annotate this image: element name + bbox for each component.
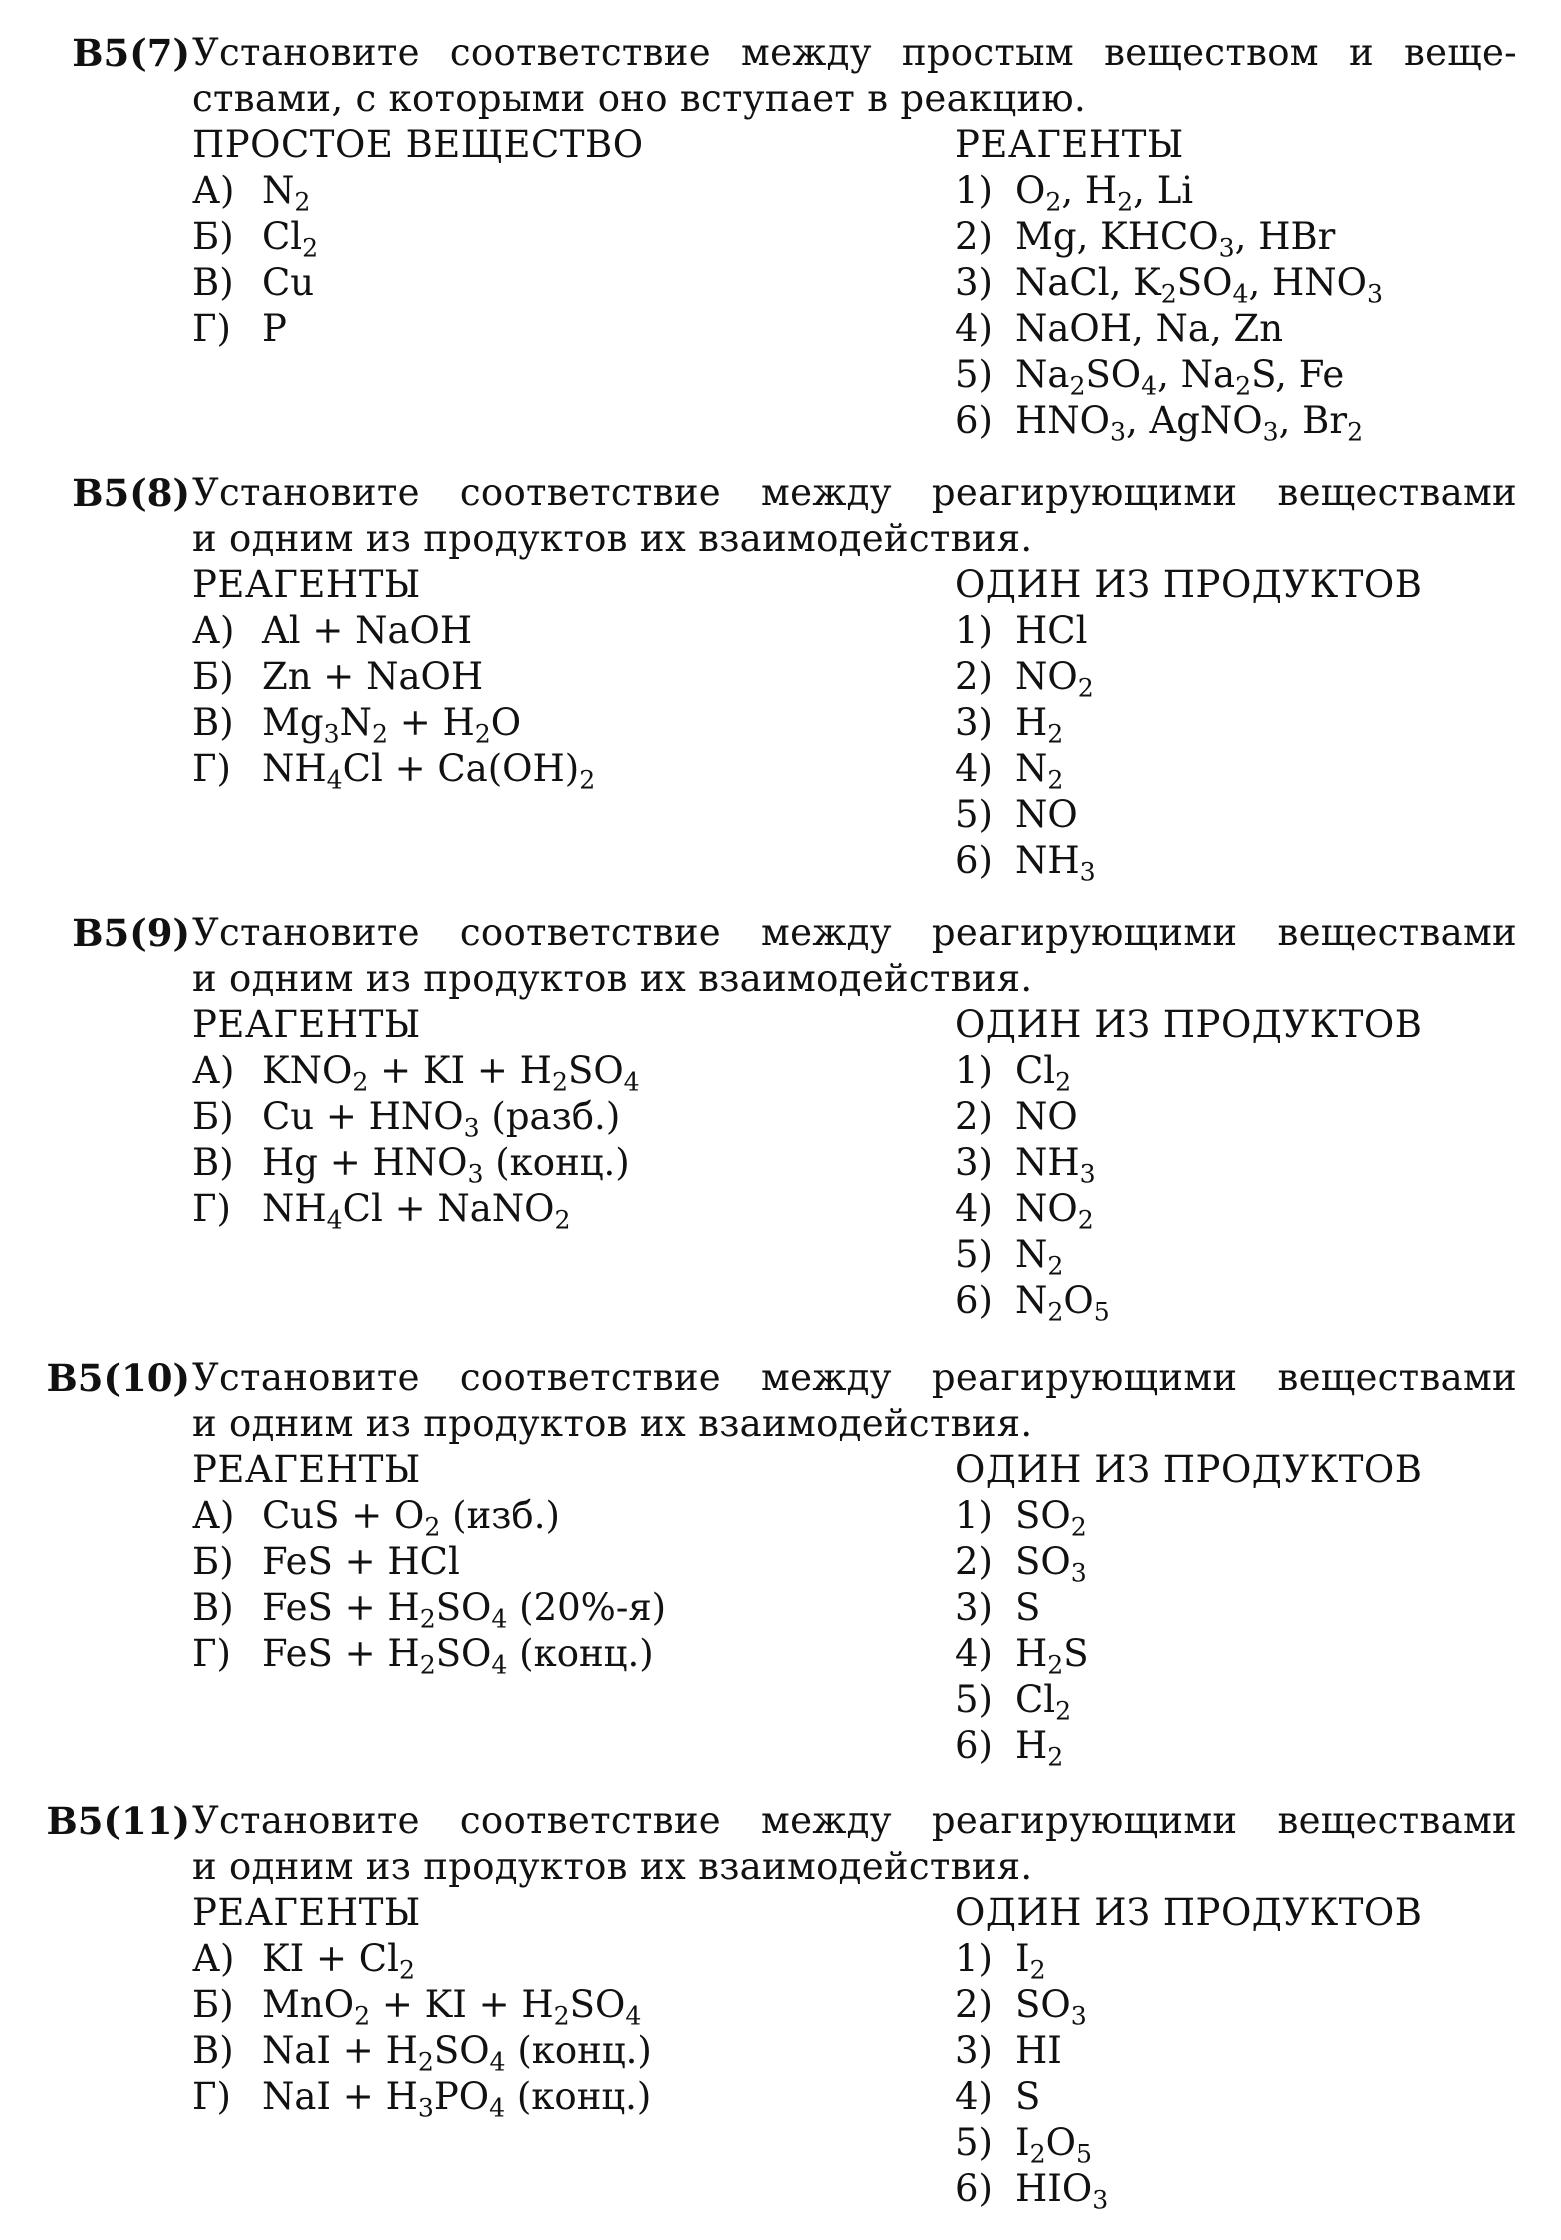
task-question (192, 30, 1517, 122)
item-label: А) (192, 1937, 235, 1980)
item-formula: $I_2$ (1015, 1937, 1046, 1985)
item-label: Г) (192, 2075, 231, 2118)
left-column (192, 1890, 892, 2123)
right-item (955, 1982, 1545, 2031)
question-line: Установите соответствие между реагирующими веществами (192, 911, 1517, 954)
item-label: Б) (192, 1540, 234, 1583)
left-item (192, 1982, 892, 2031)
right-column-header: ОДИН ИЗ ПРОДУКТОВ (955, 1003, 1423, 1046)
item-label: 2) (955, 1095, 993, 1138)
right-column-header: ОДИН ИЗ ПРОДУКТОВ (955, 1891, 1423, 1934)
left-item (192, 1493, 892, 1542)
item-formula: $O_2$, $H_2$, Li (1015, 169, 1194, 217)
item-formula: $H_2S$ (1015, 1632, 1089, 1680)
right-item (955, 1186, 1545, 1235)
item-formula: CuS + $O_2$ (изб.) (262, 1494, 560, 1542)
item-formula: NaI + $H_2SO_4$ (конц.) (262, 2029, 652, 2077)
question-line: Установите соответствие между простым веществом и веще- (192, 31, 1517, 74)
right-item (955, 700, 1545, 749)
item-label: 1) (955, 1937, 993, 1980)
item-label: 6) (955, 839, 993, 882)
item-label: 6) (955, 1279, 993, 1322)
item-formula: $Cl_2$ (1015, 1678, 1072, 1726)
right-item (955, 1232, 1545, 1281)
right-item (955, 1140, 1545, 1189)
left-column-header: РЕАГЕНТЫ (192, 1891, 421, 1934)
task-question (192, 1355, 1517, 1447)
left-item (192, 306, 892, 352)
item-label: 3) (955, 701, 993, 744)
right-item (955, 1539, 1545, 1588)
right-item (955, 398, 1545, 447)
left-column (192, 1447, 892, 1680)
item-formula: MnO$_2$ + KI + $H_2SO_4$ (262, 1983, 642, 2031)
item-label: 3) (955, 1586, 993, 1629)
task-question (192, 910, 1517, 1002)
right-item (955, 168, 1545, 217)
left-item (192, 654, 892, 700)
right-column (955, 562, 1545, 887)
right-item (955, 2074, 1545, 2120)
right-item (955, 792, 1545, 838)
item-label: 5) (955, 1233, 993, 1276)
right-item (955, 214, 1545, 263)
item-formula: $I_2O_5$ (1015, 2121, 1092, 2169)
item-label: Г) (192, 307, 231, 350)
item-formula: Mg, $KHCO_3$, HBr (1015, 215, 1336, 263)
right-item (955, 1677, 1545, 1726)
task-question (192, 1798, 1517, 1890)
right-item (955, 2166, 1545, 2215)
right-item (955, 1936, 1545, 1985)
item-label: 2) (955, 1983, 993, 2026)
left-item (192, 214, 892, 263)
question-line: и одним из продуктов их взаимодействия. (192, 1402, 1033, 1445)
question-line: Установите соответствие между реагирующими веществами (192, 1356, 1517, 1399)
question-line: Установите соответствие между реагирующими веществами (192, 471, 1517, 514)
right-column (955, 1890, 1545, 2215)
right-item (955, 838, 1545, 887)
item-formula: $Hg + HNO_3$ (конц.) (262, 1141, 630, 1189)
right-column (955, 1002, 1545, 1327)
item-formula: FeS + HCl (262, 1540, 460, 1583)
question-line: и одним из продуктов их взаимодействия. (192, 957, 1033, 1000)
right-column-header: ОДИН ИЗ ПРОДУКТОВ (955, 563, 1423, 606)
item-label: 6) (955, 2167, 993, 2210)
right-item (955, 2028, 1545, 2074)
item-formula: $N_2$ (1015, 747, 1064, 795)
right-item (955, 352, 1545, 401)
item-label: 1) (955, 169, 993, 212)
left-item (192, 746, 892, 795)
left-item (192, 1094, 892, 1143)
item-formula: $SO_3$ (1015, 1983, 1087, 2031)
item-label: В) (192, 261, 234, 304)
left-item (192, 2028, 892, 2077)
left-item (192, 1048, 892, 1097)
left-item (192, 1140, 892, 1189)
item-label: 6) (955, 399, 993, 442)
item-label: 6) (955, 1724, 993, 1767)
item-label: 5) (955, 1678, 993, 1721)
right-item (955, 1585, 1545, 1631)
item-label: 4) (955, 1632, 993, 1675)
item-formula: $NO_2$ (1015, 1187, 1094, 1235)
task-number: B5(11) (46, 1799, 190, 1843)
item-formula: $H_2$ (1015, 1724, 1064, 1772)
item-label: 1) (955, 1049, 993, 1092)
item-formula: $KNO_2$ + KI + $H_2SO_4$ (262, 1049, 640, 1097)
item-formula: $Na_2SO_4$, $Na_2S$, Fe (1015, 353, 1345, 401)
item-label: 4) (955, 2075, 993, 2118)
left-item (192, 168, 892, 217)
right-item (955, 746, 1545, 795)
item-label: Г) (192, 747, 231, 790)
right-column-header: РЕАГЕНТЫ (955, 123, 1184, 166)
item-label: 3) (955, 2029, 993, 2072)
item-formula: Zn + NaOH (262, 655, 484, 698)
item-formula: $N_2$ (1015, 1233, 1064, 1281)
item-label: В) (192, 701, 234, 744)
item-formula: $Cl_2$ (1015, 1049, 1072, 1097)
item-formula: P (262, 307, 287, 350)
item-formula: Al + NaOH (262, 609, 473, 652)
item-formula: $N_2$ (262, 169, 311, 217)
question-line: Установите соответствие между реагирующими веществами (192, 1799, 1517, 1842)
item-label: 5) (955, 353, 993, 396)
task-number: B5(9) (72, 911, 190, 955)
item-formula: $Cu + HNO_3$ (разб.) (262, 1095, 621, 1143)
item-formula: NaOH, Na, Zn (1015, 307, 1284, 350)
left-item (192, 1539, 892, 1585)
item-label: А) (192, 1494, 235, 1537)
question-line: и одним из продуктов их взаимодействия. (192, 1845, 1033, 1888)
right-item (955, 1723, 1545, 1772)
left-item (192, 608, 892, 654)
question-line: ствами, с которыми оно вступает в реакцию. (192, 77, 1087, 120)
right-item (955, 608, 1545, 654)
item-formula: $SO_3$ (1015, 1540, 1087, 1588)
item-formula: NO (1015, 793, 1078, 836)
item-formula: FeS + $H_2SO_4$ (20%-я) (262, 1586, 667, 1634)
right-item (955, 1094, 1545, 1140)
item-label: В) (192, 1141, 234, 1184)
item-formula: $HIO_3$ (1015, 2167, 1109, 2215)
item-label: 3) (955, 261, 993, 304)
item-label: 4) (955, 1187, 993, 1230)
item-label: Б) (192, 1095, 234, 1138)
item-formula: $NH_4Cl$ + NaNO$_2$ (262, 1187, 571, 1235)
item-formula: HI (1015, 2029, 1062, 2072)
item-label: А) (192, 609, 235, 652)
item-formula: KI + $Cl_2$ (262, 1937, 415, 1985)
item-label: Б) (192, 655, 234, 698)
item-label: 1) (955, 609, 993, 652)
right-item (955, 1631, 1545, 1680)
item-formula: S (1015, 1586, 1041, 1629)
task-number: B5(7) (72, 31, 190, 75)
item-label: 2) (955, 215, 993, 258)
item-formula: NaCl, $K_2SO_4$, $HNO_3$ (1015, 261, 1383, 309)
item-formula: $HNO_3$, AgNO$_3$, $Br_2$ (1015, 399, 1364, 447)
right-item (955, 1048, 1545, 1097)
task-question (192, 470, 1517, 562)
item-label: 3) (955, 1141, 993, 1184)
left-column (192, 562, 892, 795)
right-item (955, 306, 1545, 352)
item-label: А) (192, 169, 235, 212)
right-column-header: ОДИН ИЗ ПРОДУКТОВ (955, 1448, 1423, 1491)
task-number: B5(10) (46, 1356, 190, 1400)
item-label: Г) (192, 1632, 231, 1675)
item-label: 2) (955, 1540, 993, 1583)
item-formula: $N_2O_5$ (1015, 1279, 1110, 1327)
right-item (955, 1493, 1545, 1542)
item-label: 2) (955, 655, 993, 698)
item-label: А) (192, 1049, 235, 1092)
item-label: 4) (955, 307, 993, 350)
item-label: Б) (192, 215, 234, 258)
right-item (955, 2120, 1545, 2169)
task-number: B5(8) (72, 471, 190, 515)
item-formula: HCl (1015, 609, 1088, 652)
item-formula: $Mg_3N_2 + H_2O$ (262, 701, 522, 749)
left-column (192, 1002, 892, 1235)
left-item (192, 1936, 892, 1985)
item-label: 1) (955, 1494, 993, 1537)
item-label: 5) (955, 793, 993, 836)
item-label: Б) (192, 1983, 234, 2026)
item-formula: $Cl_2$ (262, 215, 319, 263)
right-item (955, 260, 1545, 309)
item-formula: $NH_3$ (1015, 839, 1096, 887)
item-formula: $H_2$ (1015, 701, 1064, 749)
item-formula: NO (1015, 1095, 1078, 1138)
right-item (955, 1278, 1545, 1327)
left-item (192, 1186, 892, 1235)
item-formula: $NO_2$ (1015, 655, 1094, 703)
item-formula: $NH_3$ (1015, 1141, 1096, 1189)
left-item (192, 1585, 892, 1634)
left-item (192, 700, 892, 749)
left-item (192, 1631, 892, 1680)
item-label: 5) (955, 2121, 993, 2164)
question-line: и одним из продуктов их взаимодействия. (192, 517, 1033, 560)
item-formula: NaI + $H_3PO_4$ (конц.) (262, 2075, 652, 2123)
item-formula: Cu (262, 261, 315, 304)
right-item (955, 654, 1545, 703)
left-item (192, 260, 892, 306)
left-item (192, 2074, 892, 2123)
right-column (955, 1447, 1545, 1772)
left-column (192, 122, 892, 352)
item-label: Г) (192, 1187, 231, 1230)
item-formula: $NH_4Cl + Ca(OH)_2$ (262, 747, 596, 795)
left-column-header: ПРОСТОЕ ВЕЩЕСТВО (192, 123, 644, 166)
left-column-header: РЕАГЕНТЫ (192, 563, 421, 606)
item-formula: FeS + $H_2SO_4$ (конц.) (262, 1632, 654, 1680)
item-formula: S (1015, 2075, 1041, 2118)
item-label: 4) (955, 747, 993, 790)
left-column-header: РЕАГЕНТЫ (192, 1003, 421, 1046)
right-column (955, 122, 1545, 447)
left-column-header: РЕАГЕНТЫ (192, 1448, 421, 1491)
item-formula: $SO_2$ (1015, 1494, 1087, 1542)
item-label: В) (192, 2029, 234, 2072)
item-label: В) (192, 1586, 234, 1629)
